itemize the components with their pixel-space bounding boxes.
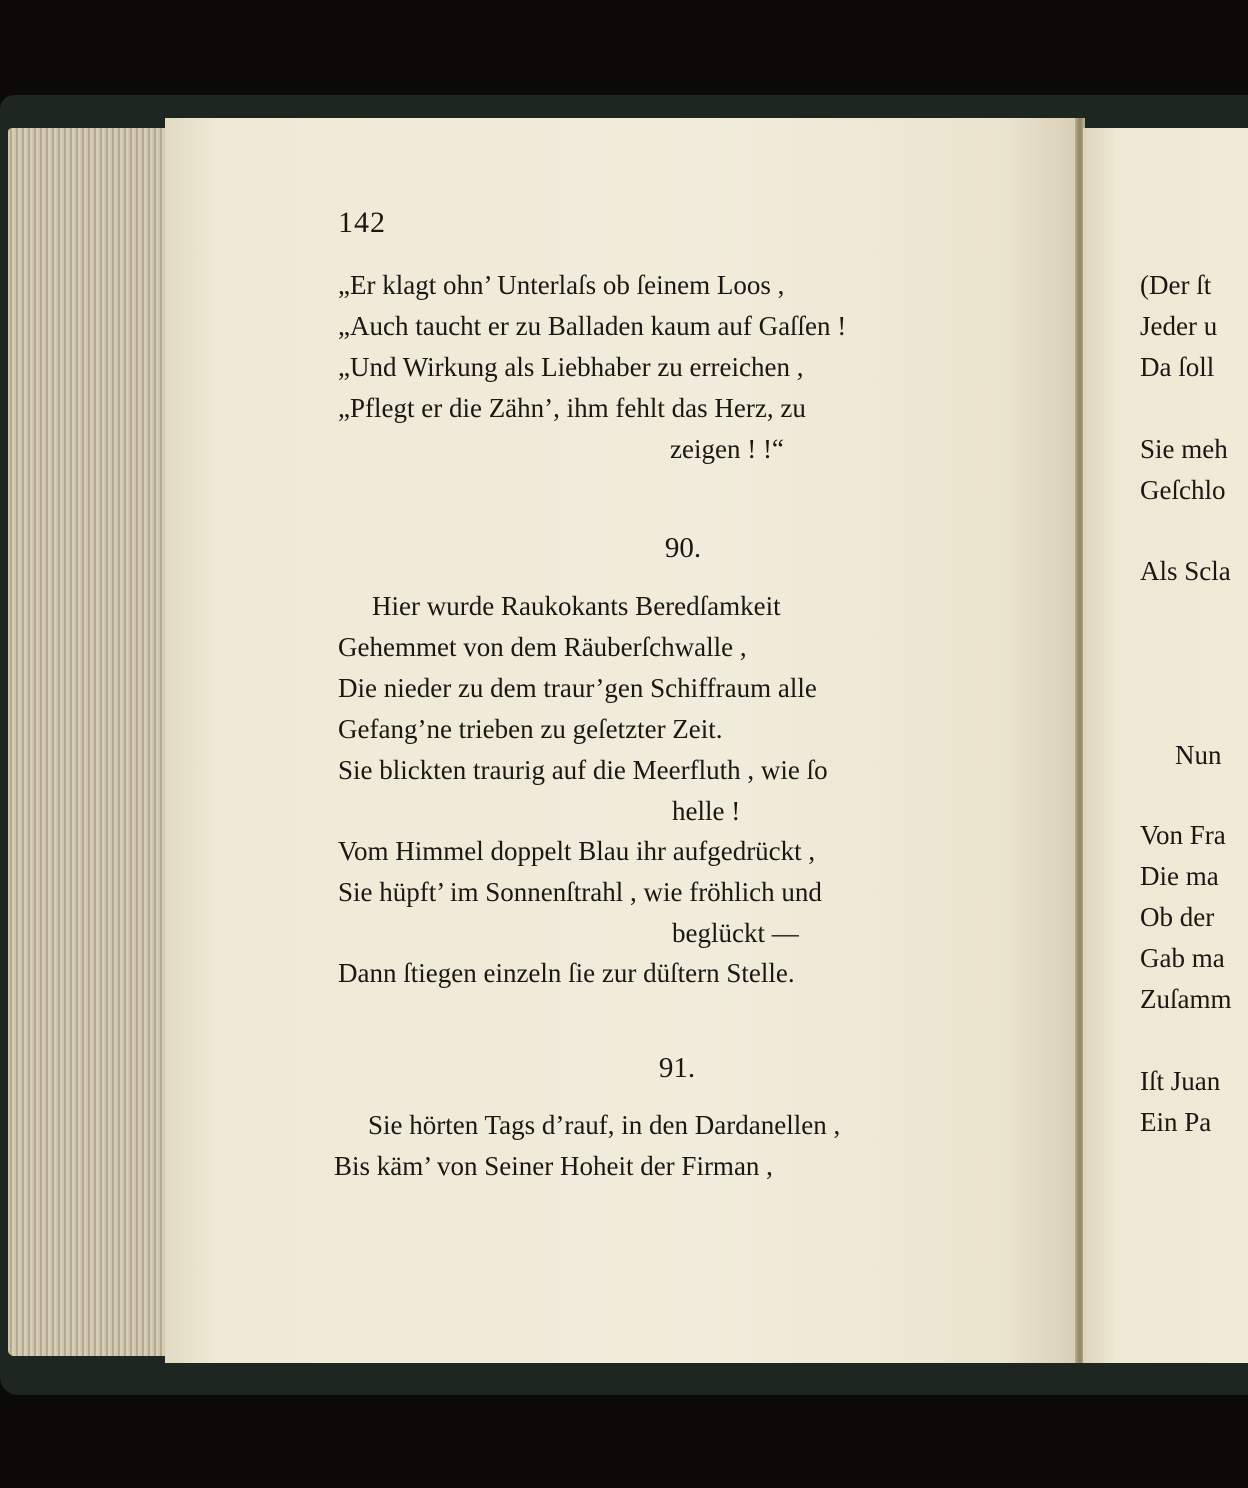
right-text-line: Sie meh bbox=[1140, 434, 1228, 464]
text-line: Sie hörten Tags d’rauf, in den Dardanellen , bbox=[368, 1110, 841, 1140]
text-line-continuation: helle ! bbox=[672, 796, 741, 826]
right-text-line: Nun bbox=[1175, 740, 1222, 770]
right-text-line: (Der ſt bbox=[1140, 270, 1212, 300]
right-text-line: Ein Pa bbox=[1140, 1107, 1212, 1137]
text-line: „Auch taucht er zu Balladen kaum auf Gaſſen ! bbox=[338, 311, 847, 341]
right-page bbox=[1083, 128, 1248, 1363]
text-line: „Pflegt er die Zähn’, ihm fehlt das Herz, zu bbox=[338, 393, 806, 423]
right-text-line: Jeder u bbox=[1140, 311, 1218, 341]
text-line-continuation: zeigen ! !“ bbox=[670, 434, 784, 464]
page-number: 142 bbox=[338, 206, 386, 239]
stanza-number: 91. bbox=[658, 1052, 696, 1084]
right-text-line: Zuſamm bbox=[1140, 984, 1232, 1014]
right-text-line: Da ſoll bbox=[1140, 352, 1215, 382]
right-text-line: Geſchlo bbox=[1140, 475, 1226, 505]
text-line: Hier wurde Raukokants Beredſamkeit bbox=[372, 591, 781, 621]
right-text-line: Als Scla bbox=[1140, 556, 1231, 586]
text-line-continuation: beglückt — bbox=[672, 918, 799, 948]
text-line: Bis käm’ von Seiner Hoheit der Firman , bbox=[334, 1151, 773, 1181]
text-line: Gehemmet von dem Räuberſchwalle , bbox=[338, 632, 747, 662]
stanza-number: 90. bbox=[664, 532, 702, 564]
text-line: Sie hüpft’ im Sonnenſtrahl , wie fröhlich und bbox=[338, 877, 822, 907]
right-text-line: Iſt Juan bbox=[1140, 1066, 1221, 1096]
text-line: „Er klagt ohn’ Unterlaſs ob ſeinem Loos , bbox=[338, 270, 785, 300]
text-line: Die nieder zu dem traur’gen Schiffraum alle bbox=[338, 673, 817, 703]
text-line: Sie blickten traurig auf die Meerfluth , wie ſo bbox=[338, 755, 828, 785]
text-line: „Und Wirkung als Liebhaber zu erreichen , bbox=[338, 352, 804, 382]
page-edges bbox=[8, 128, 168, 1356]
text-line: Dann ſtiegen einzeln ſie zur düſtern Stelle. bbox=[338, 958, 795, 988]
right-text-line: Von Fra bbox=[1140, 820, 1226, 850]
right-text-line: Ob der bbox=[1140, 902, 1215, 932]
text-line: Vom Himmel doppelt Blau ihr aufgedrückt , bbox=[338, 836, 816, 866]
right-text-line: Die ma bbox=[1140, 861, 1219, 891]
right-text-line: Gab ma bbox=[1140, 943, 1225, 973]
text-line: Gefang’ne trieben zu geſetzter Zeit. bbox=[338, 714, 723, 744]
